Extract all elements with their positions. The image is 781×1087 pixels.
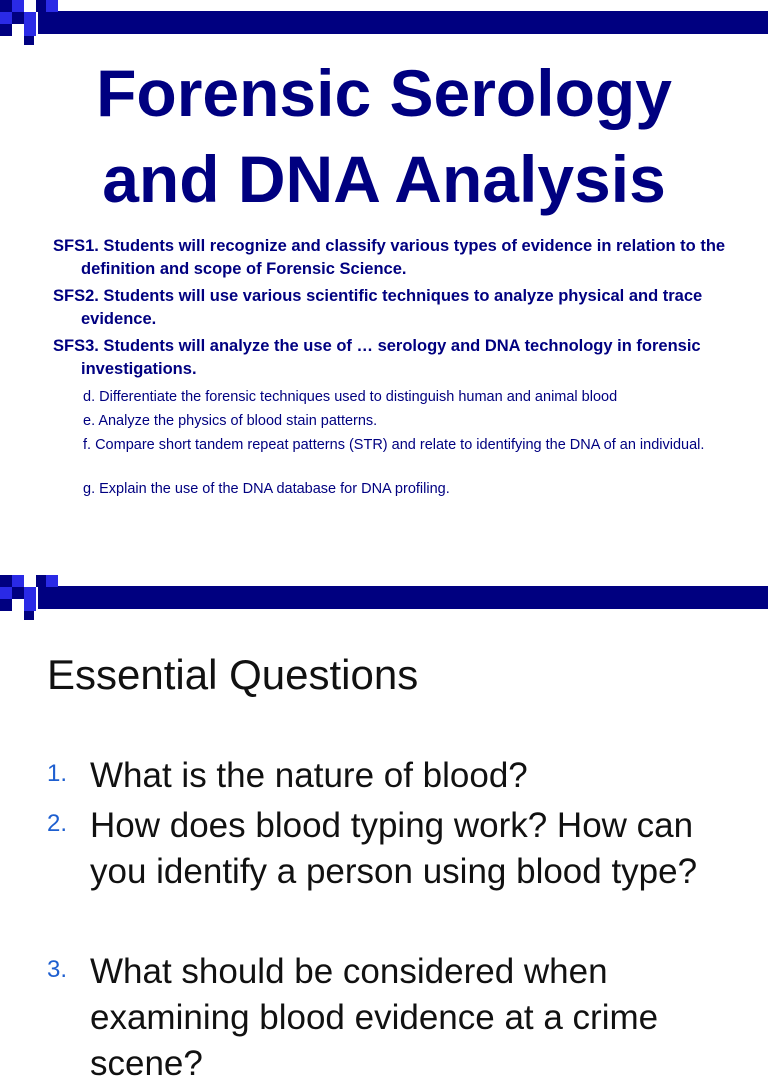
sub-item-g: g. Explain the use of the DNA database for DNA profiling.	[83, 481, 450, 497]
standard-sfs3: SFS3. Students will analyze the use of … serology and DNA technology in forensic investigations.	[53, 337, 701, 378]
sub-item-f: f. Compare short tandem repeat patterns (STR) and relate to identifying the DNA of an individual.	[83, 437, 705, 453]
header-bar	[38, 586, 768, 609]
title-line-1: Forensic Serology	[96, 56, 672, 130]
slide-title: Essential Questions	[47, 651, 419, 698]
sub-item-e: e. Analyze the physics of blood stain patterns.	[83, 413, 378, 429]
question-text: What is the nature of blood?	[90, 756, 528, 795]
question-number: 2.	[47, 810, 68, 837]
sub-item-d: d. Differentiate the forensic techniques used to distinguish human and animal blood	[83, 389, 618, 405]
header-bar	[38, 11, 768, 34]
title-line-2: and DNA Analysis	[102, 142, 666, 216]
question-number: 1.	[47, 760, 68, 787]
question-text: What should be considered when examining blood evidence at a crime scene?	[90, 952, 659, 1083]
standard-sfs2: SFS2. Students will use various scientific techniques to analyze physical and trace evidence.	[53, 287, 703, 328]
slide-2	[0, 575, 768, 1083]
standard-sfs1: SFS1. Students will recognize and classify various types of evidence in relation to the definition and scope of Forensic Science.	[53, 237, 726, 278]
question-number: 3.	[47, 956, 68, 983]
slide-title	[0, 50, 768, 222]
question-text: How does blood typing work? How can you identify a person using blood type?	[90, 806, 698, 891]
